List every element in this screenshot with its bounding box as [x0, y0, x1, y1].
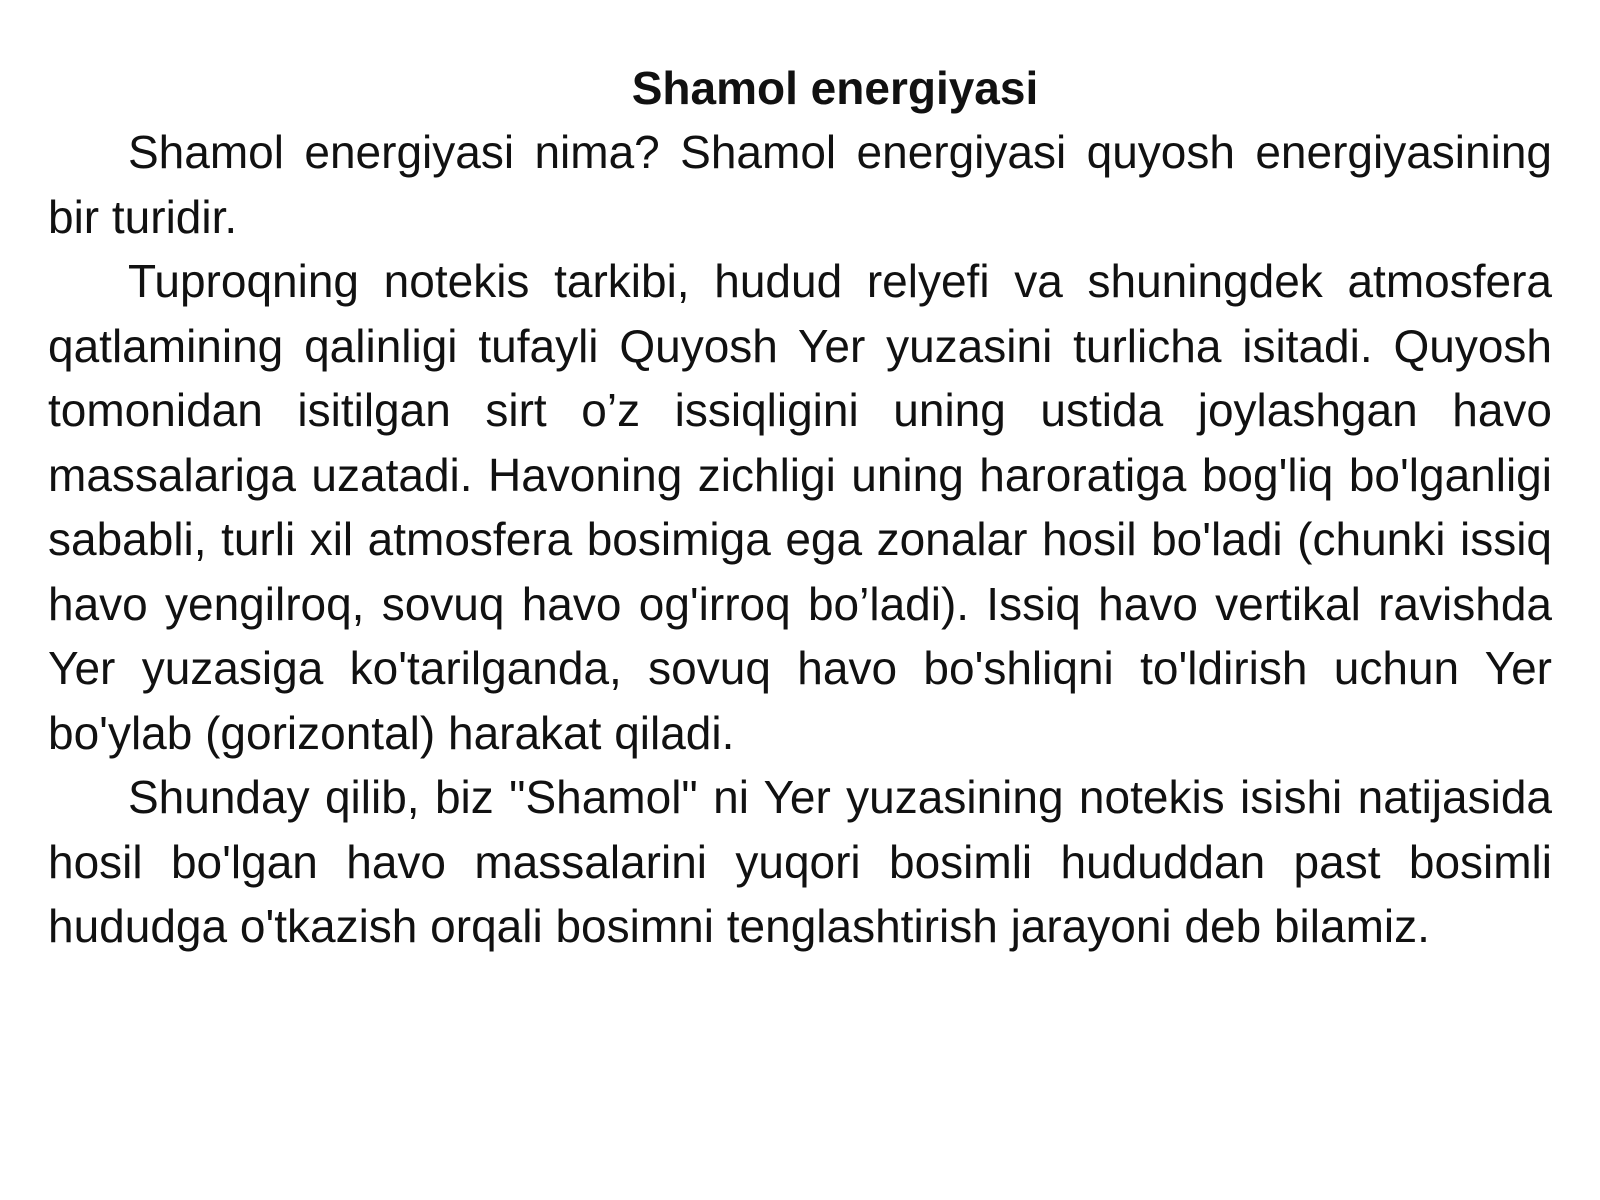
document-title: Shamol energiyasi: [631, 62, 1039, 114]
paragraph-explanation: Tuproqning notekis tarkibi, hudud relyefi va shuningdek atmosfera qatlamining qalinligi tufayli Quyosh Yer yuzasini turlicha isitadi. Quyosh tomonidan isitilgan sirt o’z issiqligini uning ustida joylashgan havo massalariga uzatadi. Havoning zichligi uning haroratiga bog'liq bo'lganligi sababli, turli xil atmosfera bosimiga ega zonalar hosil bo'ladi (chunki issiq havo yengilroq, sovuq havo og'irroq bo’ladi). Issiq havo vertikal ravishda Yer yuzasiga ko'tarilganda, sovuq havo bo'shliqni to'ldirish uchun Yer bo'ylab (gorizontal) harakat qiladi.: [48, 255, 1552, 759]
paragraph-definition: Shamol energiyasi nima? Shamol energiyasi quyosh energiyasining bir turidir.: [48, 126, 1552, 243]
paragraph-conclusion: Shunday qilib, biz "Shamol" ni Yer yuzasining notekis isishi natijasida hosil bo'lgan havo massalarini yuqori bosimli hududdan past bosimli hududga o'tkazish orqali bosimni tenglashtirish jarayoni deb bilamiz.: [48, 771, 1552, 952]
